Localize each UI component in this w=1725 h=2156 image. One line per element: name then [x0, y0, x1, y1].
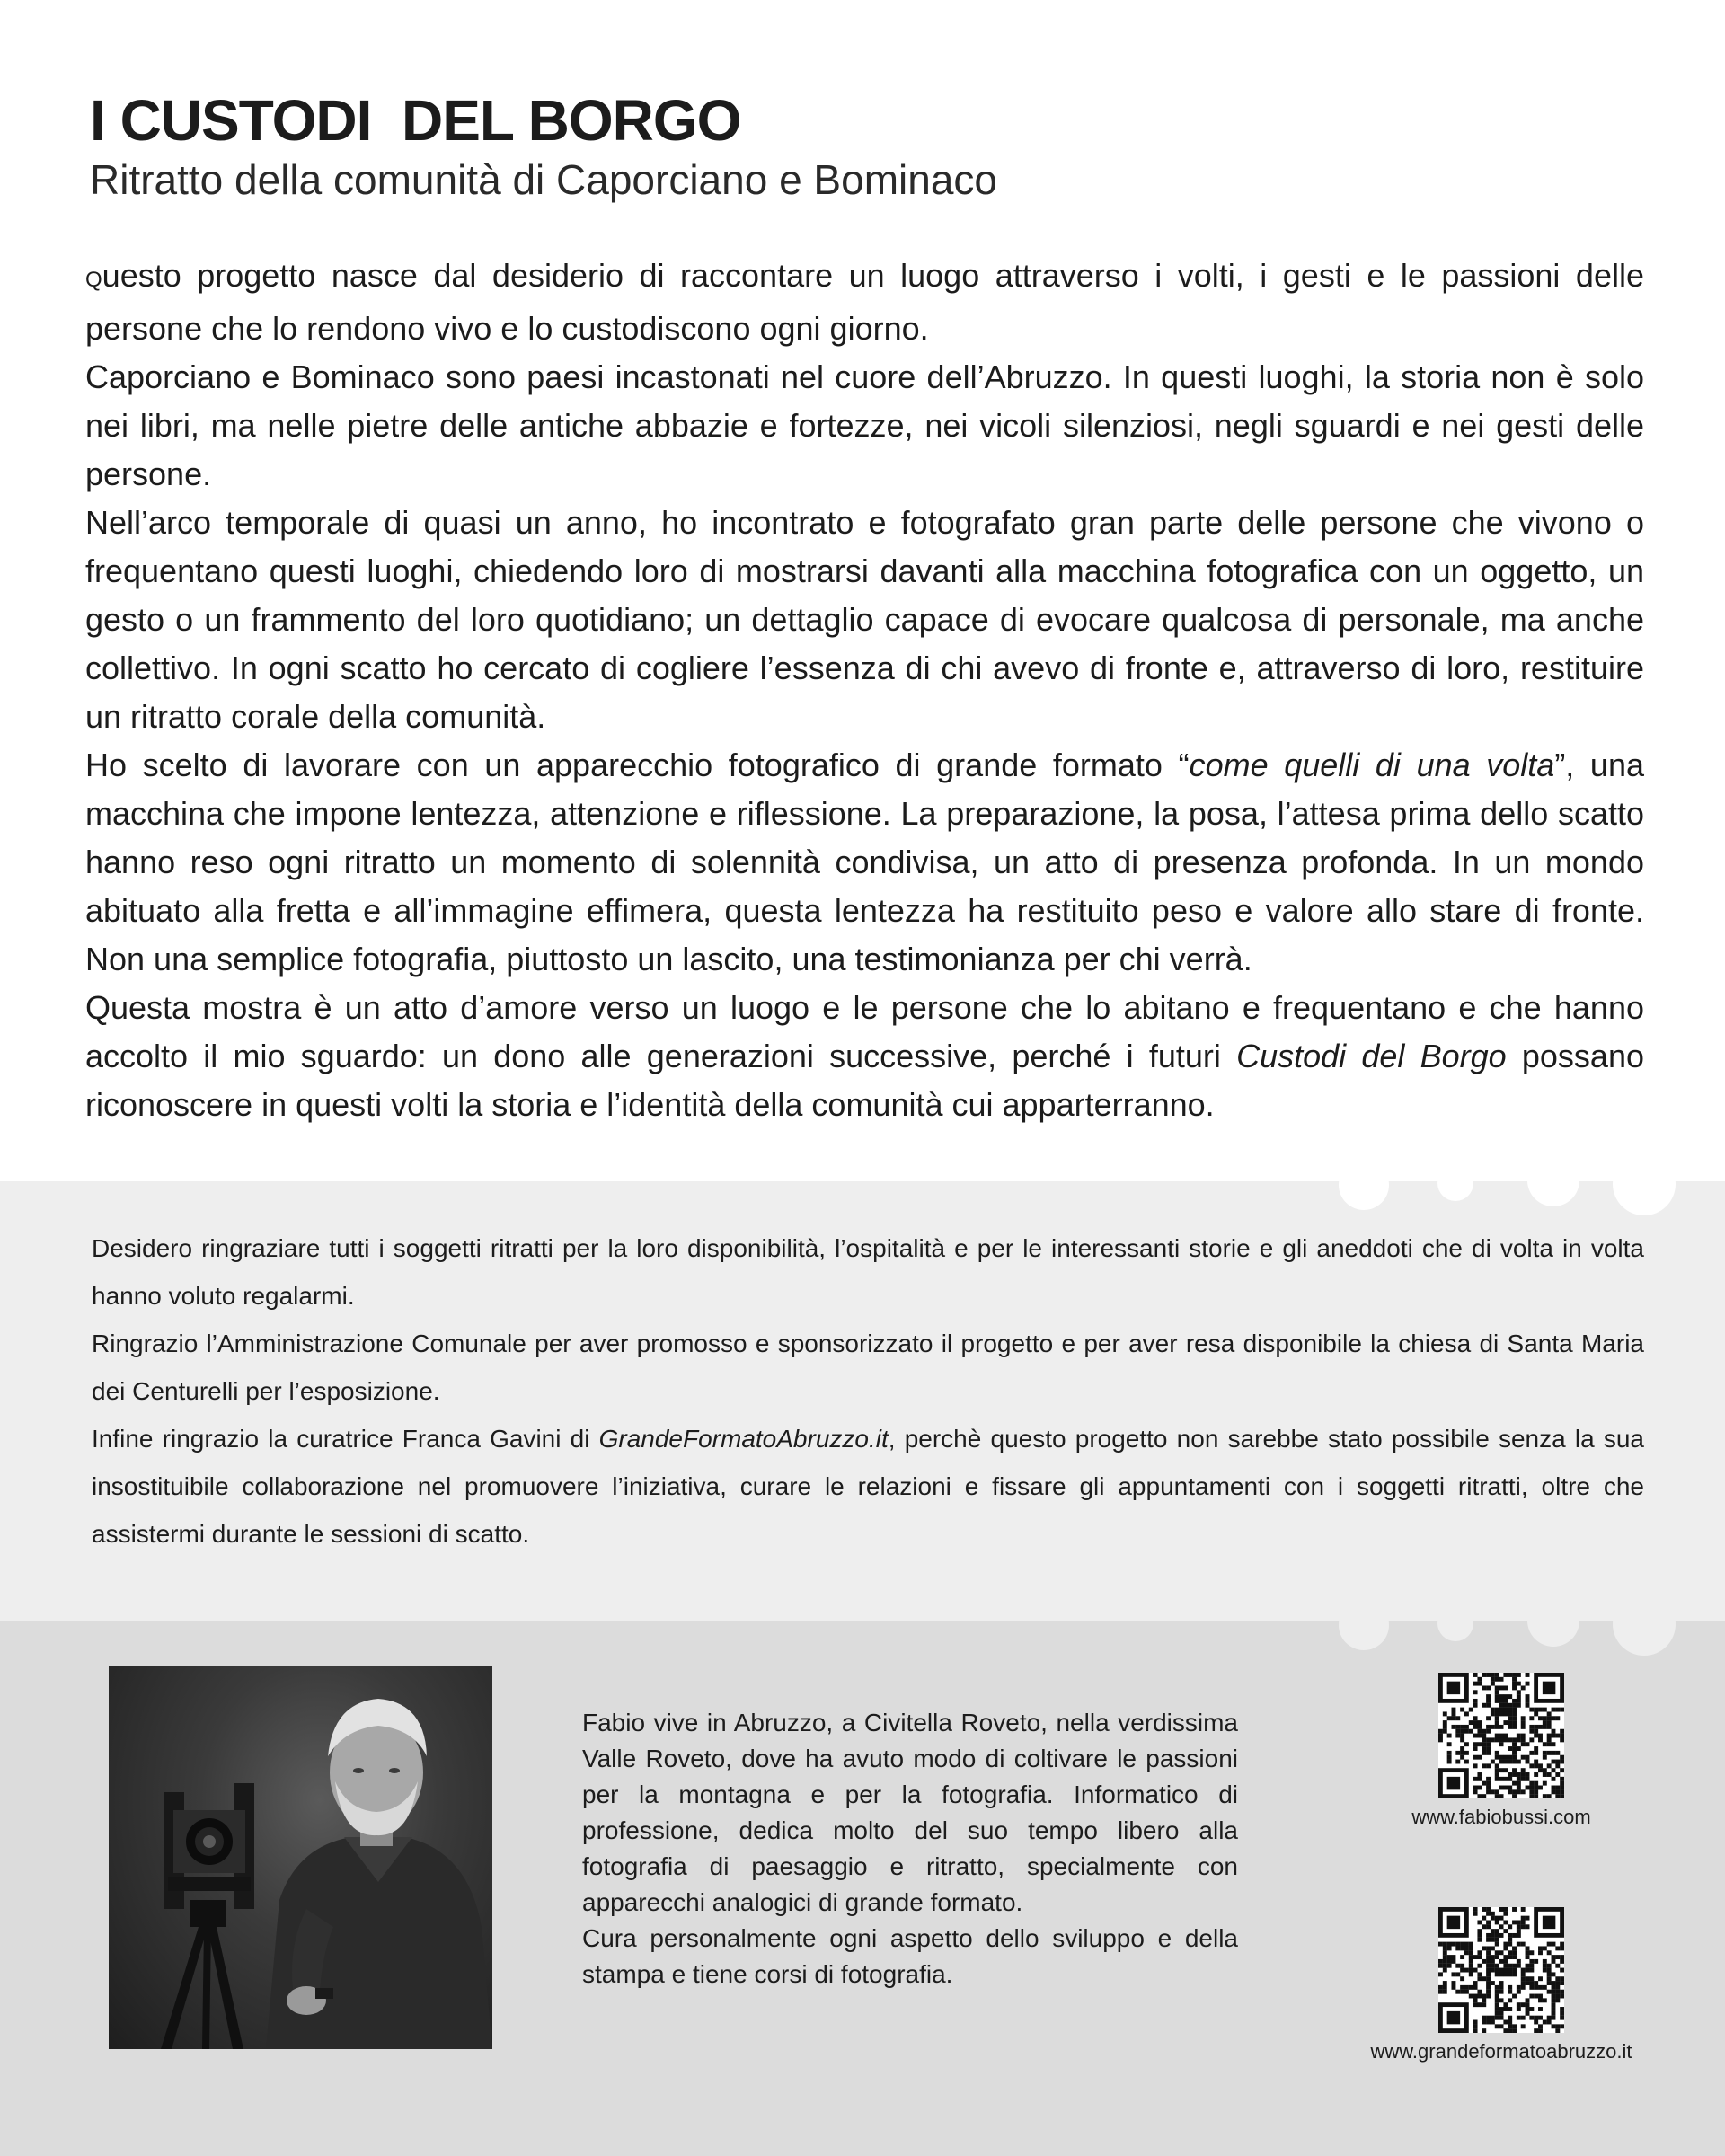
intro-text [85, 252, 1644, 1129]
decorative-bubble [1438, 1605, 1473, 1641]
intro-paragraph-4-italic: come quelli di una volta [1189, 747, 1555, 783]
acknowledgements-text [92, 1224, 1644, 1558]
thanks-paragraph-3-italic: GrandeFormatoAbruzzo.it [598, 1425, 889, 1453]
intro-paragraph-3: Nell’arco temporale di quasi un anno, ho incontrato e fotografato gran parte delle persone che vivono o frequentano questi luoghi, chiedendo loro di mostrarsi davanti alla macchina fotografica con un oggetto, un gesto o un frammento del loro quotidiano; un dettaglio capace di evocare qualcosa di personale, ma anche collettivo. In ogni scatto ho cercato di cogliere l’essenza di chi avevo di fronte e, attraverso di loro, restituire un ritratto corale della comunità. [85, 504, 1644, 735]
decorative-bubble [1339, 1160, 1389, 1210]
thanks-paragraph-3-start: Infine ringrazio la curatrice Franca Gavini di [92, 1425, 599, 1453]
intro-paragraph-1 [85, 252, 1644, 353]
page-title: I CUSTODI DEL BORGO [90, 88, 741, 153]
intro-paragraph-4-start: Ho scelto di lavorare con un apparecchio fotografico di grande formato “ [85, 747, 1190, 783]
author-portrait [109, 1666, 492, 2049]
qr-link-grandeformato[interactable] [1349, 1907, 1654, 2063]
drop-initial: Q [85, 268, 102, 292]
intro-paragraph-5-end: possano riconoscere in questi volti la storia e l’identità della comunità cui apparterranno. [85, 1038, 1644, 1123]
decorative-bubble [1339, 1600, 1389, 1650]
thanks-paragraph-2: Ringrazio l’Amministrazione Comunale per aver promosso e sponsorizzato il progetto e per aver resa disponibile la chiesa di Santa Maria dei Centurelli per l’esposizione. [92, 1330, 1644, 1405]
qr-code-icon[interactable] [1438, 1673, 1564, 1798]
bio-paragraph-2: Cura personalmente ogni aspetto dello sviluppo e della stampa e tiene corsi di fotografia. [582, 1924, 1238, 1988]
decorative-bubble [1527, 1154, 1579, 1206]
thanks-paragraph-3 [92, 1415, 1644, 1558]
author-bio [582, 1705, 1238, 1993]
intro-paragraph-5 [85, 984, 1644, 1129]
intro-paragraph-5-start: Questa mostra è un atto d’amore verso un luogo e le persone che lo abitano e frequentano e che hanno accolto il mio sguardo: un dono alle generazioni successive, perché i futuri [85, 989, 1644, 1074]
decorative-bubble [1527, 1595, 1579, 1647]
thanks-paragraph-1: Desidero ringraziare tutti i soggetti ritratti per la loro disponibilità, l’ospitalità e per le interessanti storie e gli aneddoti che di volta in volta hanno voluto regalarmi. [92, 1234, 1644, 1310]
acknowledgements-section [0, 1181, 1725, 1621]
bio-paragraph-1: Fabio vive in Abruzzo, a Civitella Roveto, nella verdissima Valle Roveto, dove ha avuto modo di coltivare le passioni per la montagna e per la fotografia. Informatico di professione, dedica molto del suo tempo libero alla fotografia di paesaggio e ritratto, specialmente con apparecchi analogici di grande formato. [582, 1709, 1238, 1916]
author-section [0, 1621, 1725, 2156]
intro-paragraph-2: Caporciano e Bominaco sono paesi incastonati nel cuore dell’Abruzzo. In questi luoghi, la storia non è solo nei libri, ma nelle pietre delle antiche abbazie e fortezze, nei vicoli silenziosi, negli sguardi e nei gesti delle persone. [85, 358, 1644, 492]
intro-paragraph-4 [85, 741, 1644, 984]
website-url[interactable]: www.grandeformatoabruzzo.it [1370, 2040, 1632, 2063]
intro-paragraph-4-end: ”, una macchina che impone lentezza, attenzione e riflessione. La preparazione, la posa, l’attesa prima dello scatto hanno reso ogni ritratto un momento di solennità condivisa, un atto di presenza profonda. In un mondo abituato alla fretta e all’immagine effimera, questa lentezza ha restituito peso e valore allo stare di fronte. Non una semplice fotografia, piuttosto un lascito, una testimonianza per chi verrà. [85, 747, 1644, 977]
thanks-paragraph-3-end: , perchè questo progetto non sarebbe stato possibile senza la sua insostituibile collaborazione nel promuovere l’iniziativa, curare le relazioni e fissare gli appuntamenti con i soggetti ritratti, oltre che assistermi durante le sessioni di scatto. [92, 1425, 1644, 1548]
website-url[interactable]: www.fabiobussi.com [1411, 1806, 1591, 1828]
page-subtitle: Ritratto della comunità di Caporciano e Bominaco [90, 156, 997, 203]
decorative-bubble [1613, 1593, 1676, 1656]
decorative-bubble [1613, 1153, 1676, 1215]
decorative-bubble [1438, 1165, 1473, 1201]
qr-link-fabiobussi[interactable] [1349, 1673, 1654, 1829]
intro-paragraph-5-italic: Custodi del Borgo [1236, 1038, 1507, 1074]
intro-paragraph-1-text: uesto progetto nasce dal desiderio di raccontare un luogo attraverso i volti, i gesti e le passioni delle persone che lo rendono vivo e lo custodiscono ogni giorno. [85, 257, 1644, 347]
qr-code-icon[interactable] [1438, 1907, 1564, 2033]
photographer-illustration [109, 1666, 492, 2049]
